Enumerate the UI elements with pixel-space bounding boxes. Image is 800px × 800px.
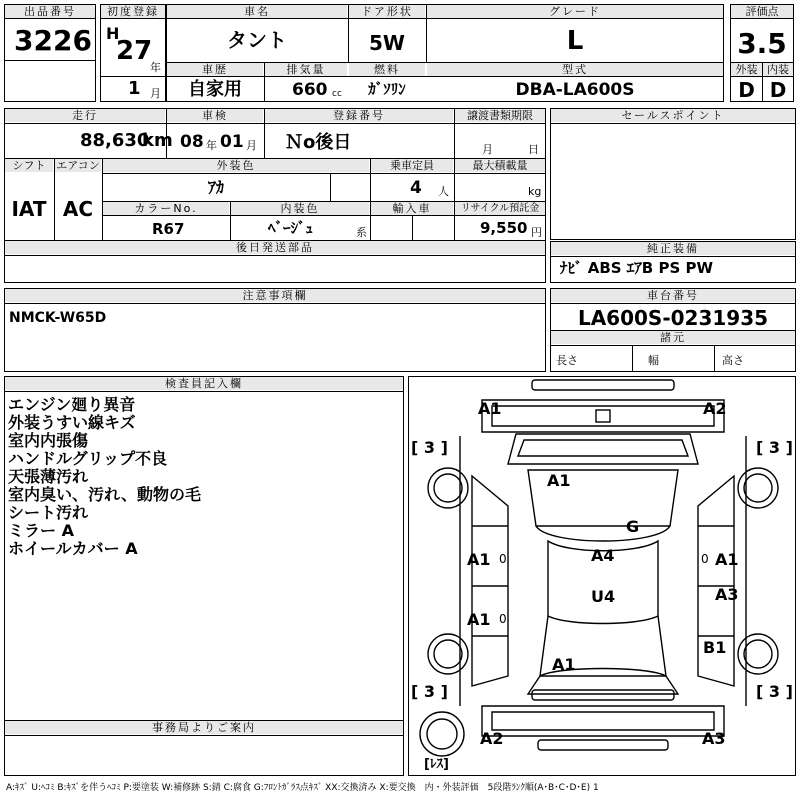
exterior-color: ｱｶ bbox=[207, 178, 224, 197]
inspection-year: 08 bbox=[180, 132, 204, 152]
tire-tread: [ 3 ] bbox=[756, 682, 793, 701]
length-label: 長さ bbox=[556, 354, 578, 367]
inspector-label: 検査員記入欄 bbox=[5, 377, 403, 390]
inspector-line: 天張薄汚れ bbox=[8, 467, 89, 486]
damage-mark: A1 bbox=[478, 399, 502, 418]
inspection-month: 01 bbox=[220, 132, 244, 152]
capacity-unit: 人 bbox=[438, 185, 449, 198]
mileage-label: 走行 bbox=[5, 109, 165, 122]
ac-label: エアコン bbox=[56, 159, 100, 172]
zero-mark: 0 bbox=[499, 552, 507, 566]
inspector-line: エンジン廻り異音 bbox=[8, 395, 136, 414]
air-conditioner: AC bbox=[62, 197, 94, 221]
equipment-label: 純正装備 bbox=[551, 242, 795, 255]
recycle-unit: 円 bbox=[531, 226, 542, 239]
tire-tread: [ 3 ] bbox=[411, 438, 448, 457]
damage-mark: A3 bbox=[715, 585, 739, 604]
height-label: 高さ bbox=[722, 354, 744, 367]
cc-unit: cc bbox=[332, 89, 342, 99]
office-label: 事務局よりご案内 bbox=[5, 721, 403, 734]
score-label: 評価点 bbox=[731, 5, 793, 18]
interior-color-unit: 系 bbox=[356, 226, 367, 239]
damage-mark: A3 bbox=[702, 729, 726, 748]
model-label: 型式 bbox=[427, 63, 723, 76]
zero-mark: 0 bbox=[499, 612, 507, 626]
inspection-year-unit: 年 bbox=[206, 139, 217, 152]
grade-label: グレード bbox=[427, 5, 723, 18]
name-label: 車名 bbox=[167, 5, 347, 18]
capacity: 4 bbox=[410, 178, 422, 198]
colorno-label: カラーNo. bbox=[103, 202, 229, 215]
transfer-label: 譲渡書類期限 bbox=[455, 109, 545, 122]
import-label: 輸入車 bbox=[371, 202, 453, 215]
damage-mark: A1 bbox=[715, 550, 739, 569]
tire-tread: [ 3 ] bbox=[756, 438, 793, 457]
reg-month: 1 bbox=[128, 78, 141, 99]
notes-label: 注意事項欄 bbox=[5, 289, 545, 302]
damage-mark: A4 bbox=[591, 546, 615, 565]
displacement-label: 排気量 bbox=[265, 63, 347, 76]
damage-mark: U4 bbox=[591, 587, 616, 606]
damage-mark: A1 bbox=[547, 471, 571, 490]
ext-label: 外装 bbox=[731, 63, 762, 76]
score: 3.5 bbox=[737, 27, 787, 60]
tire-tread: [ 3 ] bbox=[411, 682, 448, 701]
lot-number: 3226 bbox=[14, 24, 92, 57]
inspector-notes bbox=[8, 396, 201, 558]
reg-label: 初度登録 bbox=[101, 5, 165, 18]
model-code: DBA-LA600S bbox=[515, 80, 635, 100]
car-name: タント bbox=[227, 28, 287, 52]
legend: A:ｷｽﾞ U:ﾍｺﾐ B:ｷｽﾞを伴うﾍｺﾐ P:要塗装 W:補修跡 S:錆 C:腐食 G:ﾌﾛﾝﾄｶﾞﾗｽ点ｷｽﾞ XX:交換済み X:要交換 内・外装評価 5段階ﾗﾝｸ順(A･B･C･D･E) 1 bbox=[6, 783, 599, 793]
door-label: ドア形状 bbox=[349, 5, 425, 18]
reg-year: 27 bbox=[116, 36, 153, 66]
damage-mark: G bbox=[626, 517, 640, 536]
damage-mark: A1 bbox=[552, 655, 576, 674]
door-type: 5W bbox=[369, 31, 405, 55]
registration-number: Ｎo後日 bbox=[285, 132, 352, 153]
transfer-day: 日 bbox=[528, 143, 539, 156]
later-parts-label: 後日発送部品 bbox=[5, 241, 545, 254]
inspector-line: 室内内張傷 bbox=[8, 431, 89, 450]
shift: IAT bbox=[11, 197, 47, 221]
sales-point-label: セールスポイント bbox=[551, 109, 795, 122]
inspector-line: 室内臭い、汚れ、動物の毛 bbox=[8, 485, 201, 504]
inspection-label: 車検 bbox=[167, 109, 263, 122]
damage-mark: A2 bbox=[703, 399, 727, 418]
interior-color: ﾍﾞｰｼﾞｭ bbox=[268, 219, 314, 237]
recycle-fee: 9,550 bbox=[480, 219, 528, 237]
reg-month-unit: 月 bbox=[150, 87, 161, 100]
mileage: 88,630 bbox=[80, 130, 150, 151]
car-outline-diagram bbox=[408, 376, 796, 776]
load-unit: kg bbox=[528, 185, 542, 198]
displacement: 660 bbox=[292, 80, 328, 100]
inspector-line: ハンドルグリップ不良 bbox=[8, 449, 168, 468]
zero-mark: 0 bbox=[701, 552, 709, 566]
width-label: 幅 bbox=[648, 354, 659, 367]
lot-label: 出品番号 bbox=[5, 5, 95, 18]
reg-era: H bbox=[106, 24, 120, 43]
chassis-number: LA600S-0231935 bbox=[577, 306, 769, 330]
load-label: 最大積載量 bbox=[455, 159, 545, 172]
sales-point-box bbox=[550, 108, 796, 240]
ext-score: D bbox=[738, 78, 755, 102]
shift-label: シフト bbox=[5, 159, 53, 172]
inspector-line: ホイールカバー A bbox=[8, 539, 138, 558]
grade: L bbox=[566, 26, 584, 56]
int-label: 内装 bbox=[763, 63, 793, 76]
color-label: 外装色 bbox=[103, 159, 369, 172]
color-number: R67 bbox=[152, 220, 185, 238]
history-label: 車歴 bbox=[167, 63, 263, 76]
regno-label: 登録番号 bbox=[265, 109, 453, 122]
damage-mark: A1 bbox=[467, 550, 491, 569]
damage-mark: A2 bbox=[480, 729, 504, 748]
dims-label: 諸元 bbox=[551, 331, 795, 344]
interior-color-label: 内装色 bbox=[231, 202, 369, 215]
damage-mark: B1 bbox=[703, 638, 727, 657]
notes-value: NMCK-W65D bbox=[9, 310, 107, 326]
mileage-unit: km bbox=[142, 130, 173, 151]
inspection-month-unit: 月 bbox=[246, 139, 257, 152]
int-score: D bbox=[769, 78, 787, 102]
equipment-list: ﾅﾋﾞ ABS ｴｱB PS PW bbox=[560, 259, 714, 277]
recycle-label: リサイクル預託金 bbox=[455, 202, 545, 215]
reg-year-unit: 年 bbox=[150, 61, 161, 74]
chassis-label: 車台番号 bbox=[551, 289, 795, 302]
inspector-line: ミラー A bbox=[8, 521, 74, 540]
inspector-line: シート汚れ bbox=[8, 503, 89, 522]
fuel-label: 燃料 bbox=[349, 63, 425, 76]
spare-tire: [ﾚｽ] bbox=[424, 757, 449, 772]
inspector-line: 外装うすい線キズ bbox=[8, 413, 136, 432]
damage-mark: A1 bbox=[467, 610, 491, 629]
transfer-month: 月 bbox=[482, 143, 493, 156]
car-history: 自家用 bbox=[188, 79, 242, 100]
fuel: ｶﾞｿﾘﾝ bbox=[368, 80, 406, 98]
capacity-label: 乗車定員 bbox=[371, 159, 453, 172]
